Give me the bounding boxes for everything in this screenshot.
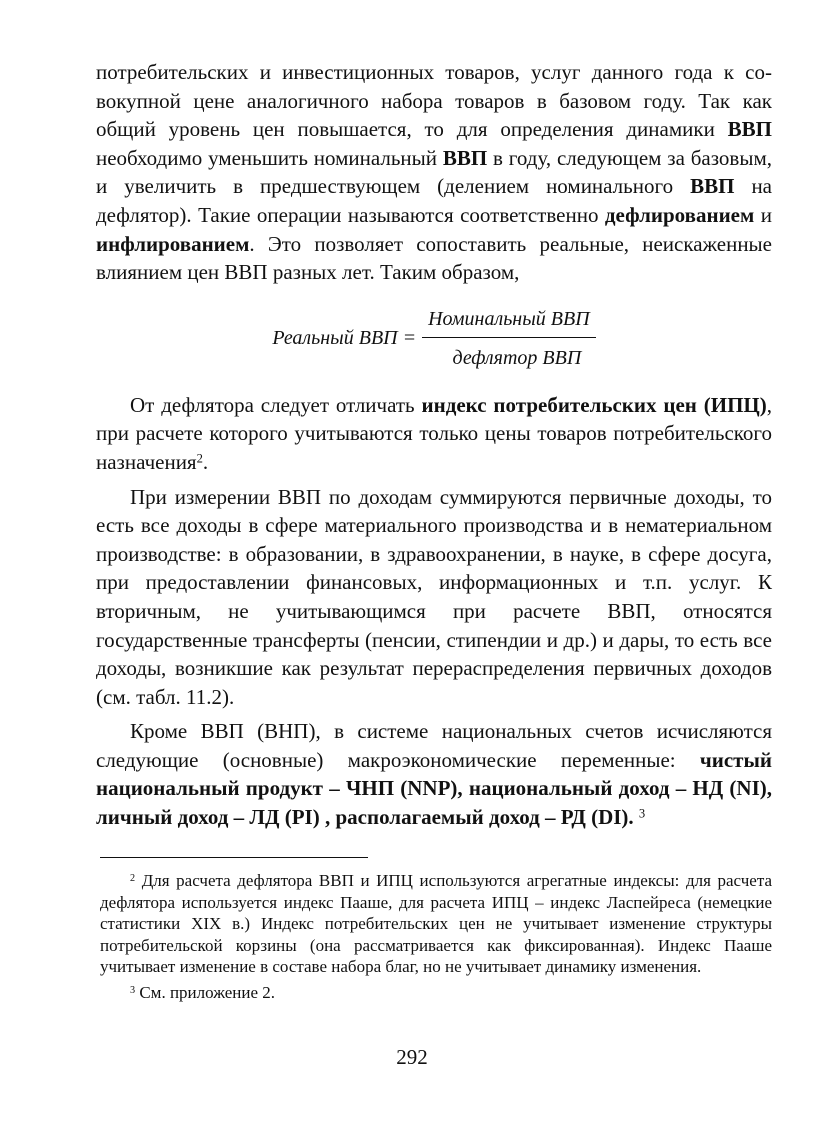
text-run: на дефлятор). Такие операции называются соответственно [96, 174, 772, 227]
bold-term-inflation: инфлированием [96, 231, 250, 256]
paragraph-4 [96, 717, 772, 831]
text-run: необходимо уменьшить номинальный [96, 145, 443, 170]
text-run: , при расчете которого учитываются только цены товаров потребительского назначения [96, 392, 772, 474]
page-number: 292 [396, 1045, 428, 1069]
formula-numerator: Номинальный ВВП [422, 305, 596, 339]
footnote-3 [100, 982, 772, 1004]
text-run: Кроме ВВП (ВНП), в системе национальных счетов исчисляются следующие (основные) макроэкономические переменные: [96, 719, 772, 772]
footnote-divider [100, 857, 368, 858]
formula-fraction [422, 305, 596, 373]
footnote-text: См. приложение 2. [139, 982, 276, 1002]
footnote-ref-2: 2 [196, 451, 203, 466]
footnote-mark: 3 [130, 984, 136, 996]
real-gdp-formula [96, 287, 772, 391]
formula-denominator: дефлятор ВВП [452, 347, 582, 370]
bold-term-list: чистый национальный продукт – ЧНП (NNP), национальный доход – НД (NI), личный доход – ЛД (PI) , располагаемый доход – РД (DI). [96, 747, 772, 830]
text-run: и [754, 202, 772, 227]
paragraph-2 [96, 391, 772, 477]
footnote-mark: 2 [130, 872, 136, 884]
bold-term: ВВП [442, 145, 488, 170]
text-run: потребительских и инвестиционных товаров, услуг данного года к совокупной цене аналогичного набора товаров в базовом году. Так как общий уровень цен повышается, то для определения динамики [96, 60, 772, 142]
text-run: в году, следующем за базовым, и увеличить в предшествующем (делением номинального [96, 145, 772, 199]
footnotes [100, 870, 772, 1003]
text-run: . Это позволяет сопоставить реальные, неискаженные влиянием цен ВВП разных лет. Таким образом, [96, 231, 772, 285]
footnote-2 [100, 870, 772, 978]
footnote-ref-3: 3 [638, 806, 646, 821]
main-text [96, 58, 772, 832]
text-run: От дефлятора следует отличать [130, 392, 422, 417]
paragraph-3: При измерении ВВП по доходам суммируются первичные доходы, то есть все доходы в сфере материального производства и в нематериальном производстве: в образовании, в здравоохранении, в науке, в сфере досуга, при предоставлении финансовых, информационных и т.п. услуг. К вторичным, не учитывающимся при расчете ВВП, относятся государственные трансферты (пенсии, стипендии и др.) и дары, то есть все доходы, возникшие как результат перераспределения первичных доходов (см. табл. 11.2). [96, 484, 772, 709]
bold-term-cpi: индекс потребительских цен (ИПЦ) [421, 392, 767, 417]
formula-lhs: Реальный ВВП = [272, 327, 417, 350]
bold-term: ВВП [727, 117, 772, 142]
footnote-text: Для расчета дефлятора ВВП и ИПЦ используются агрегатные индексы: для расчета дефлятора используется индекс Пааше, для расчета ИПЦ – индекс Ласпейреса (немецкие статистики XIX в.) Индекс потребительских цен не учитывает изменение структуры потребительской корзины (она рассматривается как фиксированная). Индекс Пааше учитывает изменение в составе набора благ, но не учитывает динамику изменения. [100, 871, 773, 976]
paragraph-1 [96, 58, 772, 287]
bold-term: ВВП [690, 174, 735, 199]
text-run: . [202, 449, 209, 474]
bold-term-deflation: дефлированием [604, 202, 755, 227]
